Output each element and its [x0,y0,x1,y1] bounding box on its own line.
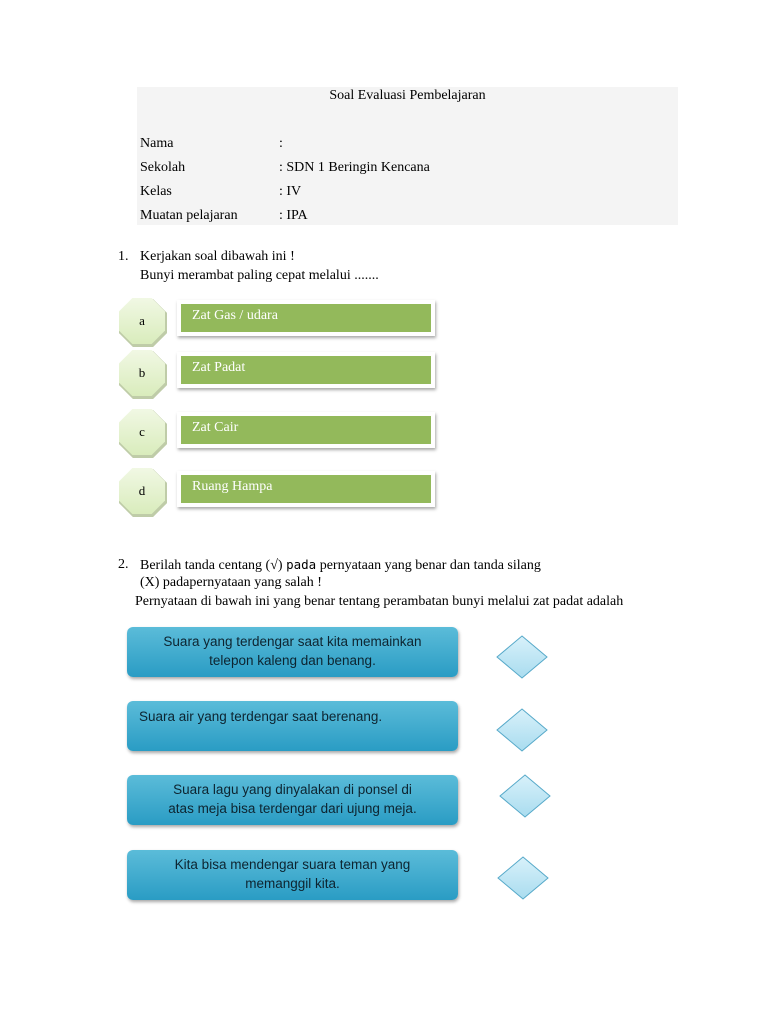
statement-3-box [127,775,458,825]
option-letter: b [138,365,146,380]
info-label: Nama [140,136,174,151]
question-1-instruction: Kerjakan soal dibawah ini ! [140,249,295,264]
question-number: 2. [118,557,129,572]
info-value: : IPA [279,208,308,223]
statement-line: Suara air yang terdengar saat berenang. [139,709,383,724]
option-a-box[interactable]: Zat Gas / udara [181,304,431,332]
question-2-instruction-line1 [140,557,541,574]
question-1-text: Bunyi merambat paling cepat melalui ....... [140,268,379,283]
statement-line: atas meja bisa terdengar dari ujung meja. [168,801,417,816]
question-number: 1. [118,249,129,264]
statement-line: Suara lagu yang dinyalakan di ponsel di [173,782,412,797]
statement-4-box [127,850,458,900]
option-letter: a [139,313,145,328]
statement-2-answer-diamond[interactable] [496,708,548,752]
statement-1-box [127,627,458,677]
page-title: Soal Evaluasi Pembelajaran [329,88,486,103]
option-letter: d [138,483,146,498]
option-letter: c [139,424,145,439]
question-2-text: Pernyataan di bawah ini yang benar tentang perambatan bunyi melalui zat padat adalah [135,594,624,609]
info-value: : SDN 1 Beringin Kencana [279,160,430,175]
instruction-part: Berilah tanda centang (√) [140,558,287,573]
info-label: Sekolah [140,160,186,175]
statement-3-answer-diamond[interactable] [499,774,551,818]
statement-1-answer-diamond[interactable] [496,635,548,679]
option-d-box[interactable]: Ruang Hampa [181,475,431,503]
instruction-part: pernyataan yang benar dan tanda silang [316,558,541,573]
instruction-part-mono: pada [286,557,317,572]
statement-line: Kita bisa mendengar suara teman yang [174,857,411,872]
header-box [137,87,678,225]
statement-line: Suara yang terdengar saat kita memainkan [163,634,422,649]
question-2-instruction-line2: (X) padapernyataan yang salah ! [140,575,322,590]
option-b-box[interactable]: Zat Padat [181,356,431,384]
info-value: : [279,136,283,151]
info-label: Kelas [140,184,172,199]
statement-line: telepon kaleng dan benang. [209,653,376,668]
statement-4-answer-diamond[interactable] [497,856,549,900]
info-value: : IV [279,184,302,199]
option-c-box[interactable]: Zat Cair [181,416,431,444]
info-label: Muatan pelajaran [140,208,238,223]
statement-2-box [127,701,458,751]
statement-line: memanggil kita. [245,876,340,891]
